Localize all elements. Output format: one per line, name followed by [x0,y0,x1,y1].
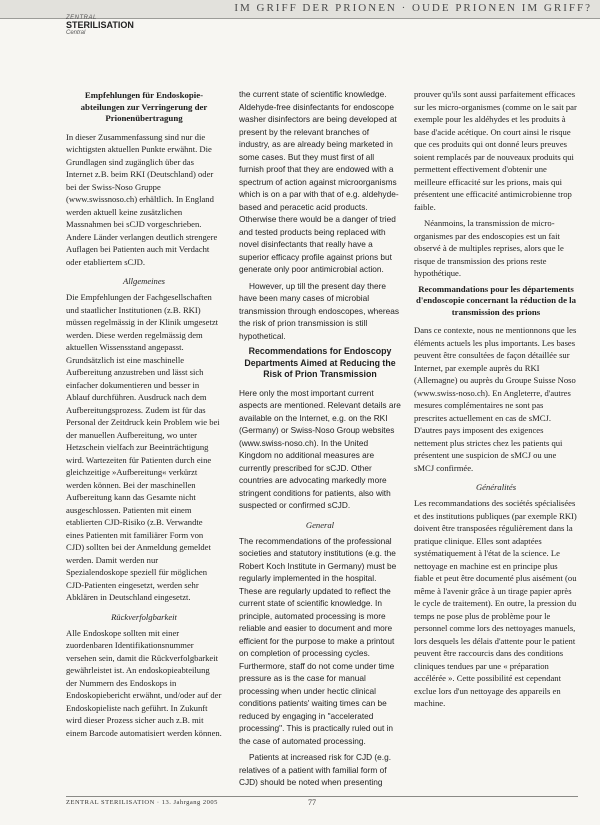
logo-line-2: STERILISATION [66,20,134,30]
paragraph-intro-german: In dieser Zusammenfassung sind nur die wichtigsten aktuellen Punkte erwähnt. Die Grundlagen sind zugänglich über das Internet z.B. beim RKI (Deutschland) oder bei der Swiss-Noso Gruppe (www.swissnoso.ch) erhältlich. In England werden aktuell keine zusätzlichen Massnahmen bei sCJD vorgeschrieben. Andere Länder verlangen deutlich strengere Auflagen bei Patienten auch mit Verdacht oder etabliertem sCJD. [66,131,218,267]
paragraph-english-2: However, up till the present day there have been many cases of microbial transmission through endoscopes, whereas the risk of prion transmission is still hypothetical. [239,280,400,341]
paragraph-english-3: Here only the most important current aspects are mentioned. Relevant details are available on the Internet, e.g. on the RKI (Germany) or Swiss-Noso Group websites (www.swiss-noso.ch). In the United Kingdom no additional measures are currently prescribed for sCJD. Other countries are advocating markedly more stringent conditions for patients, also with suspected or confirmed sCJD. [239,387,401,510]
page-footer [66,796,578,811]
logo-line-1: ZENTRAL [66,15,97,21]
column-french [414,88,578,788]
paragraph-french-1: prouver qu'ils sont aussi parfaitement efficaces sur les micro-organismes (comme on le sait par exemple pour les aldéhydes et les produits à base d'acide acétique. On court ainsi le risque que ces produits qui ont donné leurs preuves soient remplacés par de nouveaux produits qui permettent effectivement d'obtenir une meilleure efficacité sur les prions, mais qui présentent une efficacité antimicrobienne trop faible. [414,89,577,212]
section-heading-english: Recommendations for Endoscopy Departments Aimed at Reducing the Risk of Prion Transmission [244,346,396,379]
page-number: 77 [308,798,316,807]
column-english [239,88,401,788]
running-title: IM GRIFF DER PRIONEN · OUDE PRIONEN IM GRIFF? [234,2,592,14]
paragraph-french-4: Les recommandations des sociétés spécialisées et des institutions publiques (par exemple RKI) doivent être transposées régulièrement dans la pratique clinique. Elles sont adaptées systématiquement à l'état de la science. Le nettoyage en machine est en principe plus fiable et peut être documenté plus aisément (ou même à l'avenir grâce à un tirage papier après le cycle de traitement). En outre, la pression du temps ne pose plus de problème pour le personnel comme lors des nettoyages manuels, lors desquels les délais d'attente pour le patient peuvent être raccourcis dans des conditions cliniques tendues par une « préparation accélérée ». Cette possibilité est cependant exclue lors d'un nettoyage des appareils en machine. [414,498,577,708]
paragraph-english-5: Patients at increased risk for CJD (e.g. relatives of a patient with familial form of CJD) should be noted when presenting [239,752,392,787]
subheading-allgemeines: Allgemeines [123,276,165,286]
section-heading-french: Recommandations pour les départements d'endoscopie concernant la réduction de la transmission des prions [415,283,577,317]
subheading-generalites: Généralités [475,482,517,492]
column-german [66,88,222,788]
paragraph-english-1: the current state of scientific knowledge. Aldehyde-free disinfectants for endoscope washer disinfectors are being developed at present by the relevant branches of industry, as are already being marketed in some cases. But they must first of all furnish proof that they are endowed with a spectrum of action against microorganisms which is on a par with that of e.g. aldehyde-based and peracetic acid products. Otherwise there would be a danger of tried and tested products being replaced with novel disinfectants that really have a superior efficacy profile against prions but generate only poor antimicrobial action. [239,89,399,274]
logo-line-3: Central [66,30,86,36]
section-heading-german: Empfehlungen für Endoskopieabteilungen zur Verringerung der Prionenübertragung [80,90,208,123]
paragraph-french-2: Néanmoins, la transmission de micro-organismes par des endoscopies est un fait observé à de multiples reprises, alors que le risque de transmission des prions reste hypothétique. [414,218,564,278]
footer-journal-info: ZENTRAL STERILISATION · 13. Jahrgang 2005 [66,799,218,806]
paragraph-traceability-german: Alle Endoskope sollten mit einer zuordenbaren Identifikationsnummer versehen sein, damit die Rückverfolgbarkeit gewährleistet ist. An endoskopieabteilung der Nummern des Endoskops in Endoskopiebericht erwähnt, und/oder auf der Endoskopieliste nach geführt. In Zukunft wird dieser Prozess sicher auch z.B. mit einem Barcode automatisiert werden können. [66,627,222,738]
subheading-general: General [305,519,335,530]
subheading-rueckverfolgbarkeit: Rückverfolgbarkeit [111,611,177,622]
paragraph-general-german: Die Empfehlungen der Fachgesellschaften und staatlicher Institutionen (z.B. RKI) müssen regelmässig in der Klinik umgesetzt werden. Diese werden regelmässig dem aktuellen Wissensstand angepasst. Grundsätzlich ist eine maschinelle Aufbereitung anzustreben und lässt sich einfacher dokumentieren und besser in Ablauf durchführen. Ausdruck nach dem Aufbereitungsprozess. Zudem ist für das Personal der Zeitdruck kein Problem wie bei der manuellen Aufbereitung, wo unter Hetzschein vielfach zur Beeinträchtigung wird. Wartezeiten für Patienten durch eine gleichzeitige »Aufbereitung« verkürzt werden können. Bei der maschinellen Aufbereitung kann das Gesamte nicht ausgeschlossen. Patienten mit einem etablierten CJD-Risiko (z.B. Verwandte eines Patienten mit familiärer Form von CJD) sollten bei der Anmeldung gemeldet werden. Damit werden nur Spezialendoskope speziell für möglichen CJD-Patienten eingesetzt, werden sehr Abklären in Deutschland eingesetzt. [66,292,220,602]
journal-logo [66,15,134,36]
paragraph-french-3: Dans ce contexte, nous ne mentionnons que les éléments actuels les plus importants. Les bases peuvent être consultées de façon détaillée sur Internet, par exemple auprès du RKI (Allemagne) ou auprès du Groupe Suisse Noso (www.swiss-noso.ch). En Angleterre, d'autres mesures complémentaires ne sont pas prescrites actuellement en cas de sMCJ. D'autres pays imposent des exigences nettement plus strictes chez les patients qui présentent une suspicion de sMCJ ou une sMCJ confirmée. [414,325,577,473]
paragraph-english-4: The recommendations of the professional societies and statutory institutions (e.g. the Robert Koch Institute in Germany) must be regularly implemented in the hospital. These are regularly updated to reflect the current state of scientific knowledge. In principle, automated processing is more reliable and easier to document and more efficient for the purpose to make a printout on completion of processing cycles. Furthermore, staff do not come under time pressure as is the case for manual processing when under hectic clinical conditions patients' waiting times can be reduced by engaging in "accelerated processing". This is practically ruled out in the case of automated processing. [239,535,397,746]
